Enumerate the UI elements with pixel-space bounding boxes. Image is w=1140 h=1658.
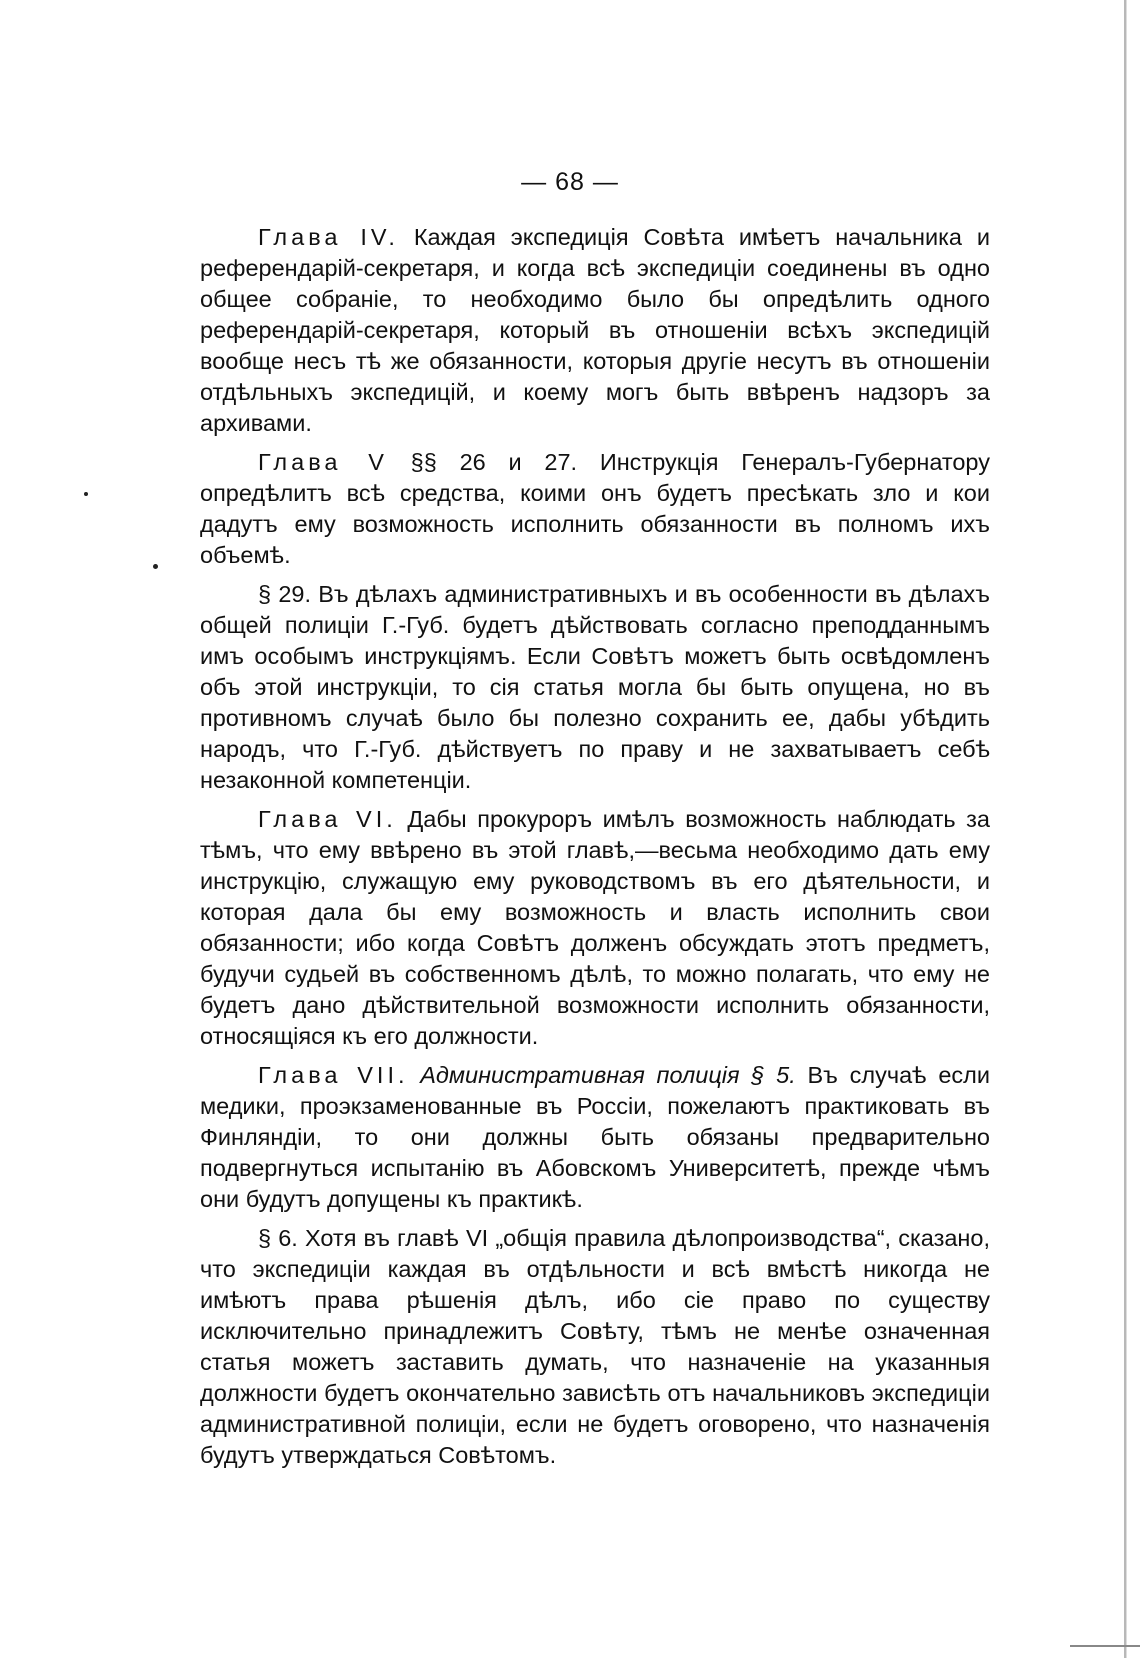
page-number: — 68 — [521, 168, 619, 196]
paragraph-lead: Глава V [258, 449, 388, 475]
paragraph-section-6 [200, 1223, 990, 1471]
paragraph-text: §§ 26 и 27. Инструкція Генералъ-Губернатору опредѣлитъ всѣ средства, коими онъ будетъ пресѣкать зло и кои дадутъ ему возможность исполнить обязанности въ полномъ ихъ объемѣ. [200, 449, 990, 568]
paragraph-text: § 6. Хотя въ главѣ VI „общія правила дѣлопроизводства“, сказано, что экспедиціи каждая въ отдѣльности и всѣ вмѣстѣ никогда не имѣютъ права рѣшенія дѣлъ, ибо сіе право по существу исключительно принадлежитъ Совѣту, тѣмъ не менѣе означенная статья можетъ заставить думать, что назначеніе на указанныя должности будетъ окончательно зависѣть отъ начальниковъ экспедиціи административной полиціи, если не будетъ оговорено, что назначенія будутъ утверждаться Совѣтомъ. [200, 1225, 990, 1468]
paragraph-section-29 [200, 579, 990, 796]
paragraph-lead: Глава VI. [258, 806, 397, 832]
paragraph-lead: Глава IV. [258, 224, 399, 250]
paragraph-italic-heading: Административная полиція § 5. [408, 1062, 796, 1088]
scan-edge-line [1126, 0, 1127, 1658]
paragraph-glava-vii [200, 1060, 990, 1215]
paragraph-text: § 29. Въ дѣлахъ административныхъ и въ особенности въ дѣлахъ общей полиціи Г.-Губ. будетъ дѣйствовать согласно преподданнымъ имъ особымъ инструкціямъ. Если Совѣтъ можетъ быть освѣдомленъ объ этой инструкціи, то сія статья могла бы быть опущена, но въ противномъ случаѣ было бы полезно сохранить ее, дабы убѣдить народъ, что Г.-Губ. дѣйствуетъ по праву и не захватываетъ себѣ незаконной компетенціи. [200, 581, 990, 793]
paragraph-glava-vi [200, 804, 990, 1052]
paragraph-glava-iv [200, 222, 990, 439]
paragraph-text: Въ случаѣ если медики, проэкзаменованные въ Россіи, пожелаютъ практиковать въ Финляндіи, то они должны быть обязаны предварительно подвергнуться испытанію въ Абовскомъ Университетѣ, прежде чѣмъ они будутъ допущены къ практикѣ. [200, 1062, 990, 1212]
paragraph-text: Дабы прокуроръ имѣлъ возможность наблюдать за тѣмъ, что ему ввѣрено въ этой главѣ,—весьма необходимо дать ему инструкцію, служащую ему руководствомъ въ его дѣятельности, и которая дала бы ему возможность и власть исполнить свои обязанности; ибо когда Совѣтъ долженъ обсуждать этотъ предметъ, будучи судьей въ собственномъ дѣлѣ, то можно полагать, что ему не будетъ дано дѣйствительной возможности исполнить обязанности, относящіяся къ его должности. [200, 806, 991, 1049]
paragraph-glava-v [200, 447, 990, 571]
scan-speck [153, 564, 158, 569]
paragraph-text: Каждая экспедиція Совѣта имѣетъ начальника и референдарій-секретаря, и когда всѣ экспедиціи соединены въ одно общее собраніе, то необходимо было бы опредѣлить одного референдарій-секретаря, который въ отношеніи всѣхъ экспедицій вообще несъ тѣ же обязанности, которыя другіе несутъ въ отношеніи отдѣльныхъ экспедицій, и коему могъ быть ввѣренъ надзоръ за архивами. [200, 224, 990, 436]
scan-bottom-rule [1070, 1645, 1140, 1647]
scan-speck [84, 492, 88, 496]
page-body [200, 222, 990, 1479]
paragraph-lead: Глава VII. [258, 1062, 409, 1088]
